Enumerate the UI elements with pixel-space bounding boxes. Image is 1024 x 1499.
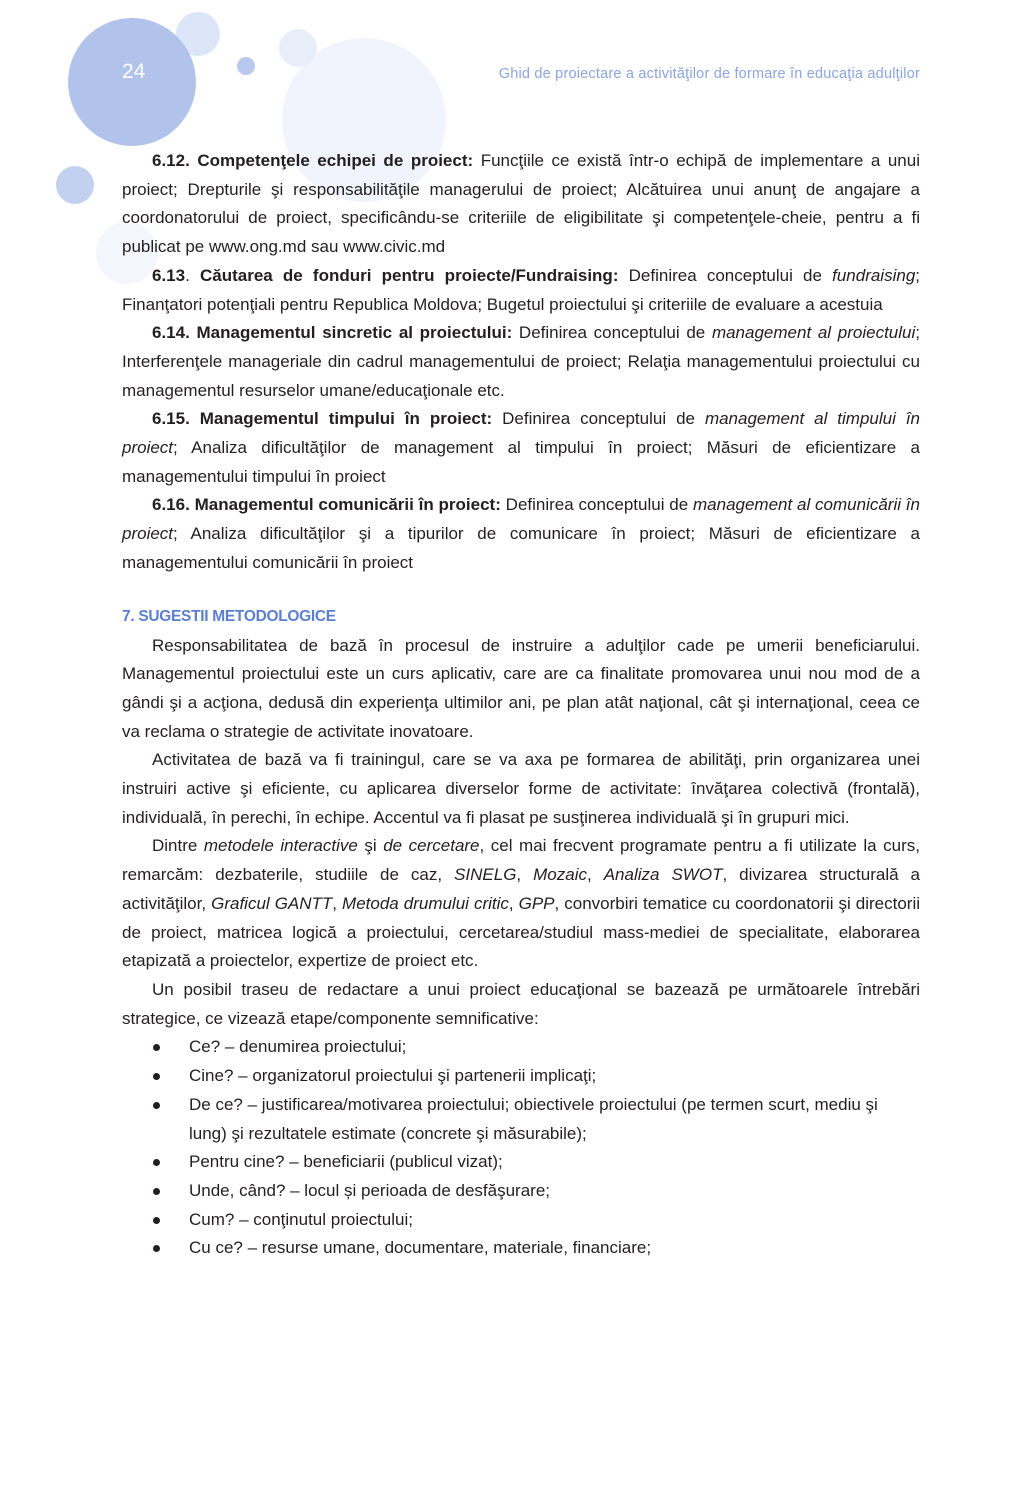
list-item-text: Pentru cine? – beneficiarii (publicul vizat);	[189, 1152, 503, 1172]
list-item-text: Unde, când? – locul și perioada de desfăşurare;	[189, 1180, 551, 1200]
italic-term: SINELG	[454, 865, 517, 885]
list-item	[122, 1033, 920, 1062]
bullet-icon	[153, 1073, 160, 1080]
item-text: ; Finanţatori potenţiali pentru Republica Moldova; Bugetul proiectului şi criteriile de evaluare a acestuia	[122, 265, 921, 314]
italic-term: GPP	[518, 893, 555, 913]
item-text: Definirea conceptului de	[512, 323, 712, 343]
list-item-text: Cine? – organizatorul proiectului şi partenerii implicaţi;	[189, 1066, 597, 1086]
bullet-icon	[153, 1217, 160, 1224]
italic-term: de cercetare	[383, 836, 480, 856]
question-list	[122, 1033, 920, 1263]
bullet-icon	[153, 1102, 160, 1109]
item-6-14	[122, 319, 920, 405]
text-run: şi	[357, 836, 384, 856]
bullet-icon	[153, 1044, 160, 1051]
paragraph-methods	[122, 832, 920, 976]
item-6-16	[122, 491, 920, 577]
item-italic: management al comunicării în proiect	[122, 495, 920, 544]
list-item	[122, 1062, 920, 1091]
list-item	[122, 1177, 920, 1206]
item-title: Căutarea de fonduri pentru proiecte/Fundraising:	[200, 265, 619, 285]
item-6-15	[122, 405, 920, 491]
decor-bubble	[56, 166, 94, 204]
item-italic: management al timpului în proiect	[122, 409, 920, 458]
text-run: , cel mai frecvent programate pentru a fi utilizate la curs, remarcăm: dezbaterile, studiile de caz,	[122, 836, 920, 885]
item-6-12	[122, 147, 920, 262]
item-number: 6.16.	[152, 495, 190, 515]
item-number: 6.14.	[152, 323, 190, 343]
decor-bubble	[237, 57, 255, 75]
item-title: Managementul comunicării în proiect:	[194, 495, 501, 515]
item-text: ; Analiza dificultăţilor şi a tipurilor de comunicare în proiect; Măsuri de eficientizare a managementului comunicării în proiect	[122, 524, 920, 572]
page-body	[122, 147, 920, 1263]
list-item	[122, 1206, 920, 1235]
item-text: ; Analiza dificultăţilor de management al timpului în proiect; Măsuri de eficientizare a managementului timpului în proiect	[122, 438, 920, 486]
item-6-13	[122, 262, 920, 319]
list-item	[122, 1148, 920, 1177]
item-sep: .	[185, 265, 200, 285]
italic-term: Mozaic	[533, 865, 587, 885]
text-run: ,	[508, 893, 519, 913]
text-run: , convorbiri tematice cu coordonatorii şi directorii de proiect, matricea logică a proiectului, cercetarea/studiul mass-mediei de specialitate, elaborarea etapizată a proiectelor, expertize de proiect etc.	[122, 893, 920, 971]
section-heading: 7. SUGESTII METODOLOGICE	[122, 607, 336, 625]
list-item	[122, 1091, 920, 1148]
text-run: ,	[332, 893, 343, 913]
item-text: Definirea conceptului de	[618, 265, 833, 285]
item-text: ; Interferenţele manageriale din cadrul managementului de proiect; Relaţia managementului proiectului cu managementul resurselor umane/educaţionale etc.	[122, 323, 920, 400]
item-title: Competenţele echipei de proiect:	[197, 151, 474, 170]
item-title: Managementul sincretic al proiectului:	[196, 323, 513, 343]
page-number: 24	[122, 60, 146, 83]
text-run: ,	[516, 865, 534, 885]
item-text: Definirea conceptului de	[500, 495, 693, 515]
bullet-icon	[153, 1188, 160, 1195]
item-text: Definirea conceptului de	[492, 409, 705, 429]
item-sep	[190, 323, 197, 342]
paragraph: Activitatea de bază va fi trainingul, care se va axa pe formarea de abilităţi, prin organizarea unei instruiri active şi eficiente, cu aplicarea diverselor forme de activitate: învăţarea colectivă (frontală), individuală, în perechi, în echipe. Accentul va fi plasat pe susţinerea individuală şi în grupuri mici.	[122, 750, 920, 827]
italic-term: metodele interactive	[203, 836, 358, 856]
bullet-icon	[153, 1245, 160, 1252]
list-item-text: Cu ce? – resurse umane, documentare, materiale, financiare;	[189, 1238, 652, 1258]
list-item-text: Cum? – conţinutul proiectului;	[189, 1209, 413, 1229]
list-item-text: Ce? – denumirea proiectului;	[189, 1037, 407, 1057]
item-text: Funcţiile ce există într-o echipă de implementare a unui proiect; Drepturile şi responsabilităţile managerului de proiect; Alcătuirea unui anunţ de angajare a coordonatorului de proiect, specificându-se criteriile de eligibilitate şi competenţele-cheie, pentru a fi publicat pe www.ong.md sau www.civic.md	[122, 151, 920, 257]
decor-bubble	[279, 29, 317, 67]
text-run: , divizarea structurală a activităţilor,	[122, 865, 920, 913]
item-number: 6.15.	[152, 409, 190, 429]
text-run: Dintre	[152, 836, 204, 856]
item-italic: fundraising	[832, 265, 916, 285]
bullet-icon	[153, 1159, 160, 1166]
item-number: 6.12.	[152, 151, 190, 170]
list-item	[122, 1234, 920, 1263]
paragraph: Responsabilitatea de bază în procesul de instruire a adulţilor cade pe umerii beneficiarului. Managementul proiectului este un curs aplicativ, care are ca finalitate promovarea unui nou mod de a gândi şi a acţiona, dedusă din experienţa ultimilor ani, pe plan atât naţional, cât şi internaţional, ceea ce va reclama o strategie de activitate inovatoare.	[122, 635, 920, 741]
italic-term: Graficul GANTT	[211, 893, 333, 913]
italic-term: Analiza SWOT	[603, 865, 723, 885]
italic-term: Metoda drumului critic	[342, 893, 509, 913]
running-header: Ghid de proiectare a activităţilor de formare în educaţia adulţilor	[498, 66, 920, 82]
item-title: Managementul timpului în proiect:	[199, 409, 493, 429]
paragraph: Un posibil traseu de redactare a unui proiect educaţional se bazează pe următoarele întrebări strategice, ce vizează etape/componente semnificative:	[122, 979, 920, 1028]
text-run: ,	[587, 865, 604, 885]
item-number: 6.13	[152, 265, 186, 285]
item-sep	[190, 409, 200, 428]
list-item-text: De ce? – justificarea/motivarea proiectului; obiectivele proiectului (pe termen scurt, mediu şi lung) şi rezultatele estimate (concrete şi măsurabile);	[189, 1094, 878, 1143]
item-italic: management al proiectului	[711, 323, 916, 343]
